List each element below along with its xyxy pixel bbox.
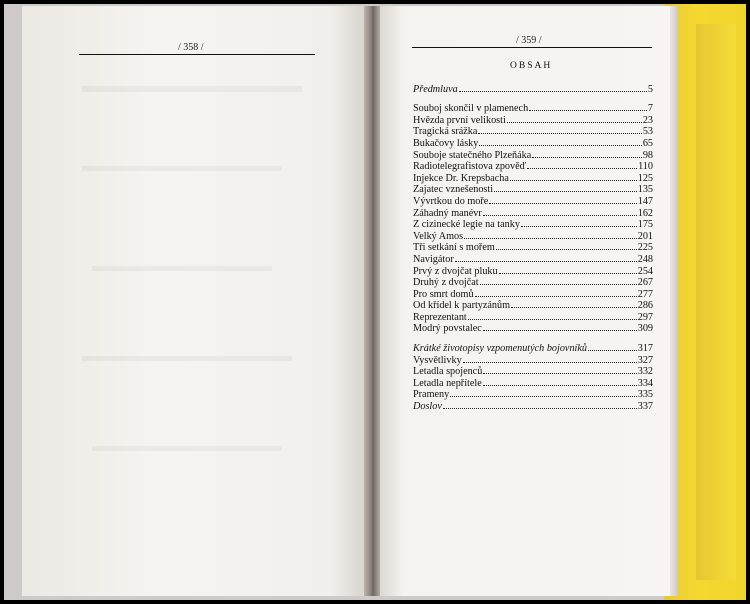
toc-leader-dots [483,384,637,386]
toc-entry-page: 332 [637,366,653,378]
toc-entry [413,103,653,115]
toc-entry-page: 201 [637,230,653,242]
toc-entry-title: Od křídel k partyzánům [413,300,511,312]
toc-entry-title: Souboje statečného Plzeňáka [413,149,532,161]
toc-entry-title: Předmluva [413,83,458,95]
toc-entry-title: Pro smrt domů [413,288,474,300]
toc-entry-page: 98 [642,149,653,161]
toc-entry-title: Vysvětlivky [413,354,462,366]
toc-leader-dots [496,248,637,250]
toc-entry-page: 317 [637,343,653,355]
toc-leader-dots [443,407,637,409]
toc-leader-dots [529,109,647,111]
toc-entry-title: Modrý povstalec [413,323,482,335]
toc-leader-dots [459,90,647,92]
toc-leader-dots [455,260,637,262]
toc-entry [413,207,653,219]
toc-entry-title: Hvězda první velikosti [413,114,506,126]
toc-entry-page: 147 [637,195,653,207]
left-page [22,6,364,596]
toc-entry [413,389,653,401]
toc-leader-dots [511,306,637,308]
toc-entry [413,300,653,312]
toc-entry-title: Bukačovy lásky [413,137,479,149]
toc-entry-title: Z cizinecké legie na tanky [413,219,520,231]
toc-entry-title: Doslov [413,401,442,413]
toc-entry-title: Reprezentant [413,311,467,323]
toc-entry-page: 335 [637,389,653,401]
toc-leader-dots [478,132,641,134]
toc-entry [413,184,653,196]
toc-entry-title: Zajatec vznešenosti [413,184,494,196]
table-of-contents [413,83,653,412]
toc-entry-title: Krátké životopisy vzpomenutých bojovníků [413,343,587,355]
toc-entry-title: Letadla nepřítele [413,377,482,389]
toc-leader-dots [489,202,636,204]
toc-entry [413,377,653,389]
toc-entry-page: 125 [637,172,653,184]
toc-entry [413,195,653,207]
toc-entry-page: 53 [642,126,653,138]
page-edge [670,6,678,596]
toc-leader-dots [464,237,637,239]
toc-heading: OBSAH [510,61,553,71]
toc-leader-dots [483,329,637,331]
toc-entry-title: Navigátor [413,253,454,265]
toc-entry-page: 135 [637,184,653,196]
toc-leader-dots [483,372,636,374]
toc-group-gap [413,95,653,103]
toc-entry [413,354,653,366]
toc-entry-page: 337 [637,401,653,413]
toc-entry [413,230,653,242]
toc-entry-page: 248 [637,253,653,265]
toc-entry-title: Druhý z dvojčat [413,277,479,289]
toc-entry [413,253,653,265]
book-gutter [364,6,380,596]
toc-entry-page: 65 [642,137,653,149]
toc-entry-page: 7 [647,103,653,115]
toc-leader-dots [480,283,637,285]
toc-entry-page: 254 [637,265,653,277]
toc-entry [413,400,653,412]
toc-leader-dots [507,121,642,123]
toc-leader-dots [463,361,637,363]
right-page-number: / 359 / [516,35,542,46]
toc-entry-page: 286 [637,300,653,312]
toc-entry [413,277,653,289]
right-header-rule [412,47,652,48]
toc-leader-dots [494,190,637,192]
left-page-number: / 358 / [178,42,204,53]
toc-entry [413,172,653,184]
toc-entry-title: Letadla spojenců [413,366,483,378]
toc-entry [413,149,653,161]
toc-entry [413,219,653,231]
toc-entry-title: Prvý z dvojčat pluku [413,265,498,277]
toc-entry-page: 334 [637,377,653,389]
toc-entry [413,265,653,277]
toc-entry-title: Vývrtkou do moře [413,195,489,207]
toc-entry [413,366,653,378]
toc-leader-dots [475,295,637,297]
toc-entry [413,137,653,149]
toc-group-gap [413,334,653,342]
toc-leader-dots [468,318,637,320]
toc-entry-page: 23 [642,114,653,126]
toc-entry [413,342,653,354]
toc-entry [413,242,653,254]
toc-entry-page: 327 [637,354,653,366]
toc-entry-page: 277 [637,288,653,300]
toc-entry [413,288,653,300]
toc-leader-dots [510,179,637,181]
toc-entry-page: 267 [637,277,653,289]
toc-entry-title: Tragická srážka [413,126,478,138]
toc-entry-page: 297 [637,311,653,323]
toc-entry [413,311,653,323]
toc-entry-page: 175 [637,219,653,231]
toc-entry-title: Záhadný manévr [413,207,482,219]
toc-entry-page: 110 [638,161,653,173]
toc-leader-dots [532,156,642,158]
toc-entry-title: Tři setkání s mořem [413,242,495,254]
toc-entry [413,161,653,173]
toc-leader-dots [483,214,637,216]
toc-entry-title: Souboj skončil v plamenech [413,103,529,115]
toc-entry [413,83,653,95]
toc-entry [413,126,653,138]
toc-entry-title: Radiotelegrafistova zpověď [413,161,527,173]
toc-entry [413,114,653,126]
left-header-rule [79,54,315,55]
toc-entry-title: Velký Amos [413,230,464,242]
toc-entry-page: 309 [637,323,653,335]
toc-entry-page: 225 [637,242,653,254]
toc-leader-dots [521,225,637,227]
toc-entry [413,323,653,335]
toc-leader-dots [450,395,637,397]
toc-leader-dots [588,349,637,351]
toc-entry-page: 162 [637,207,653,219]
toc-leader-dots [499,272,637,274]
toc-entry-title: Injekce Dr. Krepsbacha [413,172,509,184]
toc-entry-page: 5 [647,83,653,95]
toc-leader-dots [479,144,641,146]
toc-leader-dots [527,167,637,169]
toc-entry-title: Prameny [413,389,450,401]
